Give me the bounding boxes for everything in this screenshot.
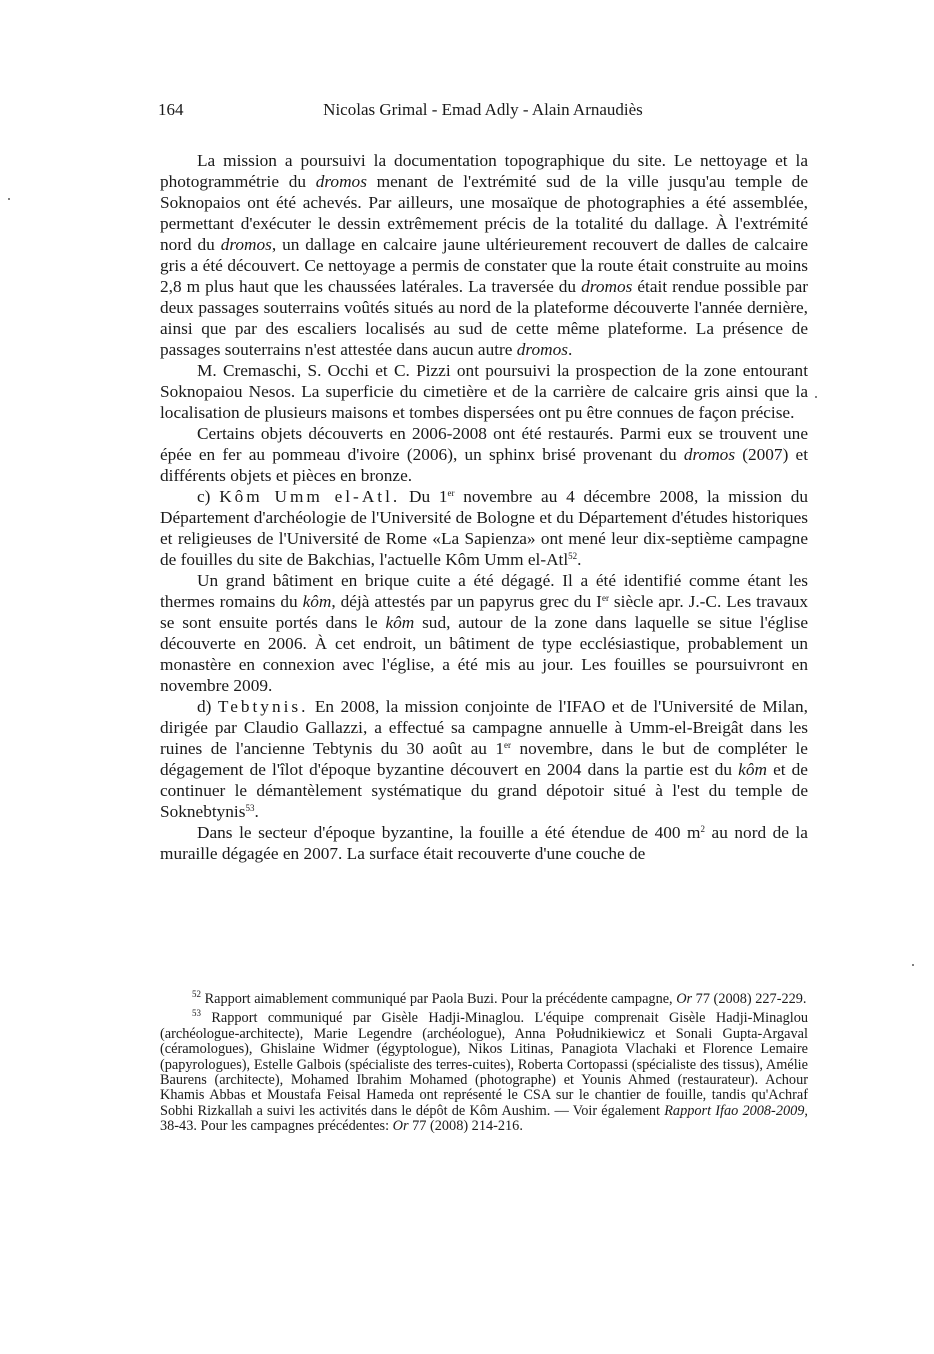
paragraph-prospection: M. Cremaschi, S. Occhi et C. Pizzi ont poursuivi la prospection de la zone entourant Soknopaiou Nesos. La superficie du cimetière et de la carrière de calcaire gris ainsi que la localisation de plusieurs maisons et tombes dispersées ont pu être connues de façon précise.: [160, 361, 808, 422]
paragraph-thermes: Un grand bâtiment en brique cuite a été dégagé. Il a été identifié comme étant les thermes romains du kôm, déjà attestés par un papyrus grec du Ier siècle apr. J.-C. Les travaux se sont ensuite portés dans le kôm sud, autour de la zone dans laquelle se situe l'église découverte en 2006. À cet endroit, un bâtiment de type ecclésiastique, probablement un monastère en connexion avec l'église, a été mis au jour. Les fouilles se poursuivront en novembre 2009.: [160, 571, 808, 695]
site-heading-tebtynis: Tebtynis.: [217, 697, 309, 716]
footnote-52: $^{52}$ Rapport aimablement communiqué par Paola Buzi. Pour la précédente campagne, Or 77 (2008) 227-229.: [192, 989, 807, 1007]
site-heading-kom-umm-el-atl: Kôm Umm el-Atl.: [219, 487, 401, 506]
running-title: Nicolas Grimal - Emad Adly - Alain Arnaudiès: [323, 100, 643, 119]
page-header: [158, 100, 808, 124]
paragraph-dromos-survey: La mission a poursuivi la documentation topographique du site. Le nettoyage et la photogrammétrie du dromos menant de l'extrémité sud de la ville jusqu'au temple de Soknopaios ont été achevés. Par ailleurs, une mosaïque de photographies a été assemblée, permettant d'exécuter le dessin extrêmement précis de la totalité du dallage. À l'extrémité nord du dromos, un dallage en calcaire jaune ultérieurement recouvert de dalles de calcaire gris a été découvert. Ce nettoyage a permis de constater que la route était construite au moins 2,8 m plus haut que les chaussées latérales. La traversée du dromos était rendue possible par deux passages souterrains voûtés situés au nord de la plateforme découverte l'année dernière, ainsi que par des escaliers localisés au sud de cette même plateforme. La présence de passages souterrains n'est attestée dans aucun autre dromos.: [160, 151, 808, 359]
main-text: [160, 150, 808, 864]
footnote-ref-52: 52: [568, 551, 578, 561]
paragraph-kom-umm-el-atl: c) Kôm Umm el-Atl. Du 1er novembre au 4 décembre 2008, la mission du Département d'archéologie de l'Université de Bologne et du Département d'études historiques et religieuses de l'Université de Rome «La Sapienza» ont mené leur dix-septième campagne de fouilles du site de Bakchias, l'actuelle Kôm Umm el-Atl$^{52}$.: [160, 487, 809, 569]
page-number: 164: [158, 100, 184, 119]
footnote-53: $^{53}$ Rapport communiqué par Gisèle Hadji-Minaglou. L'équipe comprenait Gisèle Hadji-Minaglou (archéologue-architecte), Marie Legendre (archéologue), Anna Południkiewicz et Sonali Gupta-Argaval (céramologues), Ghislaine Widmer (égyptologue), Nikos Litinas, Panagiota Vlachaki et Florence Lemaire (papyrologues), Estelle Galbois (spécialiste des terres-cuites), Roberta Cortopassi (spécialiste des tissus), Amélie Baurens (architecte), Mohamed Ibrahim Mohamed (photographe) et Younis Ahmed (restaurateur). Achour Khamis Abbas et Moustafa Feisal Hameda ont représenté le CSA sur le chantier de fouille, tandis qu'Achraf Sobhi Rizkallah a suivi les activités dans le dépôt de Kôm Aushim. — Voir également Rapport Ifao 2008-2009, 38-43. Pour les campagnes précédentes: Or 77 (2008) 214-216.: [160, 1008, 808, 1135]
paragraph-tebtynis: d) Tebtynis. En 2008, la mission conjointe de l'IFAO et de l'Université de Milan, dirigée par Claudio Gallazzi, a effectué sa campagne annuelle à Umm-el-Breigât dans les ruines de l'ancienne Tebtynis du 30 août au 1er novembre, dans le but de compléter le dégagement de l'îlot d'époque byzantine découvert en 2004 dans la partie est du kôm et de continuer le démantèlement systématique du grand dépotoir situé à l'est du temple de Soknebtynis$^{53}$.: [160, 697, 809, 821]
paragraph-restoration: Certains objets découverts en 2006-2008 ont été restaurés. Parmi eux se trouvent une épée en fer au pommeau d'ivoire (2006), un sphinx brisé provenant du dromos (2007) et différents objets et pièces en bronze.: [160, 424, 808, 485]
scan-speck: [8, 198, 10, 200]
footnote-ref-53: 53: [245, 803, 255, 813]
scan-speck: [815, 396, 817, 398]
footnotes: [160, 989, 808, 1139]
paragraph-byzantine-sector: Dans le secteur d'époque byzantine, la fouille a été étendue de 400 $m^2$ au nord de la muraille dégagée en 2007. La surface était recouverte d'une couche de: [160, 823, 808, 863]
scan-speck: [912, 964, 914, 966]
